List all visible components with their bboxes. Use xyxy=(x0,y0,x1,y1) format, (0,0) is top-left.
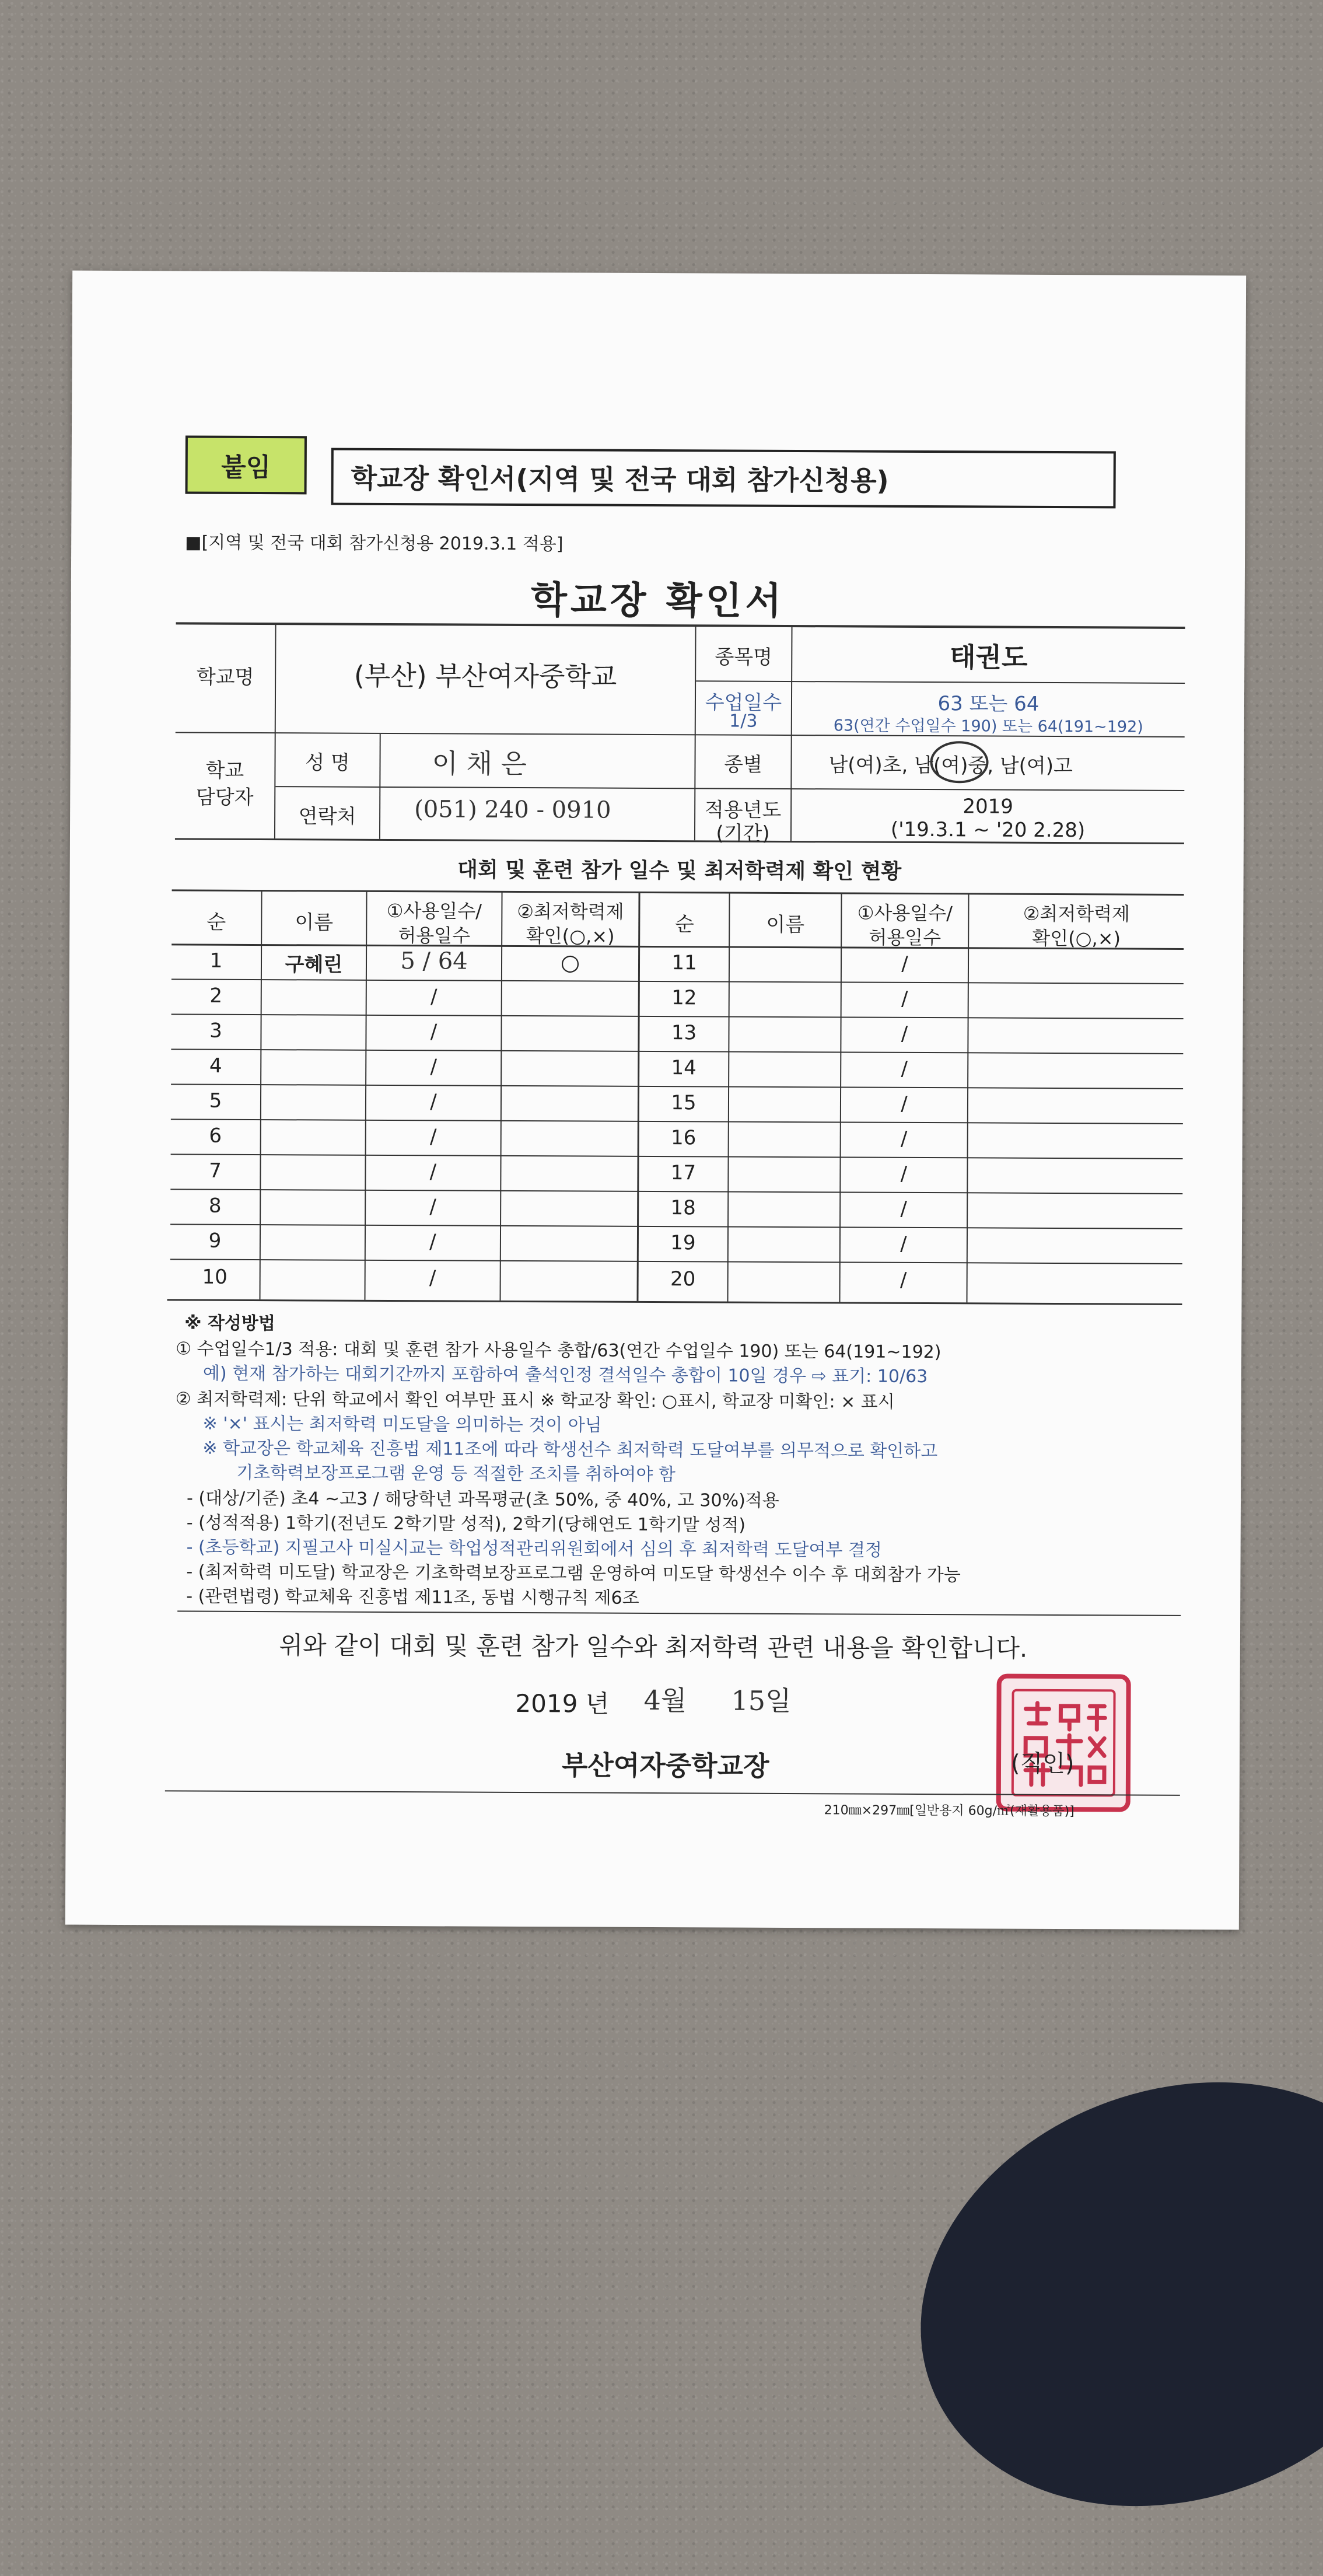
col-header-name-right: 이름 xyxy=(766,913,805,937)
official-seal xyxy=(996,1674,1131,1812)
table-row-no: 14 xyxy=(671,1056,696,1080)
school-name-label: 학교명 xyxy=(196,665,254,689)
table-row-no: 7 xyxy=(209,1159,222,1183)
col-header-days: ①사용일수/ xyxy=(386,899,482,922)
date-month: 4월 xyxy=(643,1684,687,1717)
instruction-line: - (성적적용) 1학기(전년도 2학기말 성적), 2학기(당해연도 1학기말 성적) xyxy=(186,1512,746,1536)
col-header-no-right: 순 xyxy=(674,913,694,936)
table-row-no: 5 xyxy=(209,1089,222,1113)
year-period-label: (기간) xyxy=(716,822,770,845)
table-row-divider xyxy=(171,1154,1183,1159)
class-days-detail: 63(연간 수업일수 190) 또는 64(191~192) xyxy=(833,716,1143,736)
document-page xyxy=(65,271,1246,1930)
sport-label: 종목명 xyxy=(715,645,773,669)
table-row-no: 15 xyxy=(671,1091,696,1115)
instruction-line: ② 최저학력제: 단위 학교에서 확인 여부만 표시 ※ 학교장 확인: ○표시, 학교장 미확인: × 표시 xyxy=(175,1389,895,1413)
confirmation-statement: 위와 같이 대회 및 훈련 참가 일수와 최저학력 관련 내용을 확인합니다. xyxy=(279,1631,1028,1663)
table-row-no: 3 xyxy=(209,1019,222,1043)
document-heading: 학교장 확인서(지역 및 전국 대회 참가신청용) xyxy=(331,448,1115,509)
page-title: 학교장 확인서 xyxy=(530,579,785,623)
used-days-slot: / xyxy=(429,1160,437,1184)
table-row-divider xyxy=(170,1189,1182,1194)
instruction-line: - (관련법령) 학교체육 진흥법 제11조, 동법 시행규칙 제6조 xyxy=(186,1586,639,1609)
table-row-divider xyxy=(170,1224,1182,1229)
col-header-check-2: 확인(○,×) xyxy=(526,925,615,948)
col-header-days-right: ①사용일수/ xyxy=(857,901,953,925)
table-top-border xyxy=(172,889,1184,896)
sport-value: 태권도 xyxy=(950,641,1028,673)
col-header-check-right-2: 확인(○,×) xyxy=(1032,927,1121,950)
phone-label: 연락처 xyxy=(298,805,356,829)
year-period-value: ('19.3.1 ~ '20 2.28) xyxy=(890,817,1086,843)
table-row-no: 9 xyxy=(208,1229,222,1253)
used-days-slot: / xyxy=(429,1266,436,1290)
used-days-slot: / xyxy=(901,1057,908,1081)
applicability-note: ■[지역 및 전국 대회 참가신청용 2019.3.1 적용] xyxy=(185,532,564,555)
instructions-heading: ※ 작성방법 xyxy=(184,1313,275,1334)
col-header-check-right: ②최저학력제 xyxy=(1023,902,1130,925)
athlete-name: 구혜린 xyxy=(285,953,343,977)
table-row-no: 17 xyxy=(670,1161,696,1185)
used-days-slot: / xyxy=(901,987,908,1011)
background-shadow xyxy=(860,2012,1323,2576)
table-row-no: 1 xyxy=(209,949,223,973)
used-days-slot: / xyxy=(430,1055,438,1079)
used-days-slot: / xyxy=(429,1125,437,1149)
date-year: 2019 년 xyxy=(515,1689,610,1718)
instruction-line: - (대상/기준) 초4 ~고3 / 해당학년 과목평균(초 50%, 중 40%, 고 30%)적용 xyxy=(186,1488,779,1511)
class-days-fraction-label: 1/3 xyxy=(729,711,758,732)
col-header-name: 이름 xyxy=(295,911,334,935)
used-days-slot: / xyxy=(429,1230,436,1254)
contact-name-value: 이 채 은 xyxy=(432,747,527,780)
table-row-no: 13 xyxy=(671,1021,697,1045)
class-days-value: 63 또는 64 xyxy=(937,692,1040,716)
date-day: 15일 xyxy=(731,1684,792,1717)
col-header-days-right-2: 허용일수 xyxy=(869,926,942,949)
staff-label: 학교 xyxy=(205,759,244,782)
table-row-divider xyxy=(171,1083,1183,1089)
col-header-no: 순 xyxy=(206,910,226,934)
instruction-line: ※ '×' 표시는 최저학력 미도달을 의미하는 것이 아님 xyxy=(202,1413,602,1436)
instruction-line: ① 수업일수1/3 적용: 대회 및 훈련 참가 사용일수 총합/63(연간 수업일수 190) 또는 64(191~192) xyxy=(176,1338,942,1363)
footer-divider xyxy=(177,1610,1181,1616)
section-title: 대회 및 훈련 참가 일수 및 최저학력제 확인 현황 xyxy=(457,858,902,884)
used-days-slot: / xyxy=(900,1127,908,1151)
table-row-divider xyxy=(171,1048,1183,1054)
phone-value: (051) 240 - 0910 xyxy=(414,796,611,824)
table-row-divider xyxy=(172,1013,1184,1019)
used-days-slot: / xyxy=(900,1268,907,1292)
instruction-line: 기초학력보장프로그램 운영 등 적절한 조치를 취하여야 함 xyxy=(236,1462,676,1486)
category-value: 남(여)초, 남(여)중, 남(여)고 xyxy=(828,753,1073,778)
table-bottom-border xyxy=(167,1299,1182,1305)
used-days-slot: / xyxy=(900,1197,908,1221)
table-row-no: 16 xyxy=(670,1126,696,1150)
principal-name: 부산여자중학교장 xyxy=(561,1749,769,1782)
used-days-slot: / xyxy=(901,1092,908,1116)
selected-category-circle xyxy=(930,741,988,783)
class-days-label: 수업일수 xyxy=(705,691,782,715)
year-label: 적용년도 xyxy=(704,798,782,822)
instruction-line: - (초등학교) 지필고사 미실시교는 학업성적관리위원회에서 심의 후 최저학력 도달여부 결정 xyxy=(186,1537,883,1561)
used-days-slot: / xyxy=(430,1090,437,1114)
used-days-slot: / xyxy=(900,1162,908,1186)
table-row-no: 6 xyxy=(209,1124,222,1148)
used-days-slot: / xyxy=(901,952,908,976)
table-row-divider xyxy=(171,1119,1183,1124)
used-days-value: 5 / 64 xyxy=(400,948,468,975)
table-row-no: 10 xyxy=(202,1265,228,1289)
staff-label-2: 담당자 xyxy=(195,785,254,809)
instruction-line: 예) 현재 참가하는 대회기간까지 포함하여 출석인정 결석일수 총합이 10일 경우 ⇨ 표기: 10/63 xyxy=(202,1363,928,1387)
used-days-slot: / xyxy=(901,1022,908,1046)
seal-label: (직인) xyxy=(1010,1750,1074,1778)
table-row-no: 12 xyxy=(671,986,697,1010)
year-value: 2019 xyxy=(963,795,1014,819)
table-row-no: 18 xyxy=(670,1196,696,1220)
instruction-line: ※ 학교장은 학교체육 진흥법 제11조에 따라 학생선수 최저학력 도달여부를 의무적으로 확인하고 xyxy=(202,1438,938,1462)
table-row-no: 20 xyxy=(670,1267,696,1291)
table-row-no: 11 xyxy=(671,951,697,975)
school-name-value: (부산) 부산여자중학교 xyxy=(354,659,617,693)
seal-inner-border xyxy=(1012,1689,1116,1797)
table-row-no: 4 xyxy=(209,1054,222,1078)
table-row-no: 8 xyxy=(208,1194,222,1218)
used-days-slot: / xyxy=(430,985,438,1009)
category-label: 종별 xyxy=(724,753,762,777)
info-row-divider xyxy=(275,786,1184,791)
paper-spec: 210㎜×297㎜[일반용지 60g/㎡(재활용품)] xyxy=(824,1803,1074,1819)
col-header-check: ②최저학력제 xyxy=(517,900,624,923)
used-days-slot: / xyxy=(429,1195,437,1219)
attachment-tag: 붙임 xyxy=(186,435,307,494)
instruction-line: - (최저학력 미도달) 학교장은 기초학력보장프로그램 운영하여 미도달 학생선수 이수 후 대회참가 가능 xyxy=(186,1561,961,1586)
info-row-divider xyxy=(696,680,1185,684)
col-header-days-2: 허용일수 xyxy=(398,924,471,947)
table-row-divider xyxy=(170,1259,1182,1264)
used-days-slot: / xyxy=(900,1232,907,1256)
contact-name-label: 성 명 xyxy=(305,751,350,775)
used-days-slot: / xyxy=(430,1020,438,1044)
table-row-no: 19 xyxy=(670,1231,696,1255)
academic-check-value: ○ xyxy=(560,949,580,976)
table-row-divider xyxy=(172,978,1184,984)
table-row-no: 2 xyxy=(209,984,223,1008)
